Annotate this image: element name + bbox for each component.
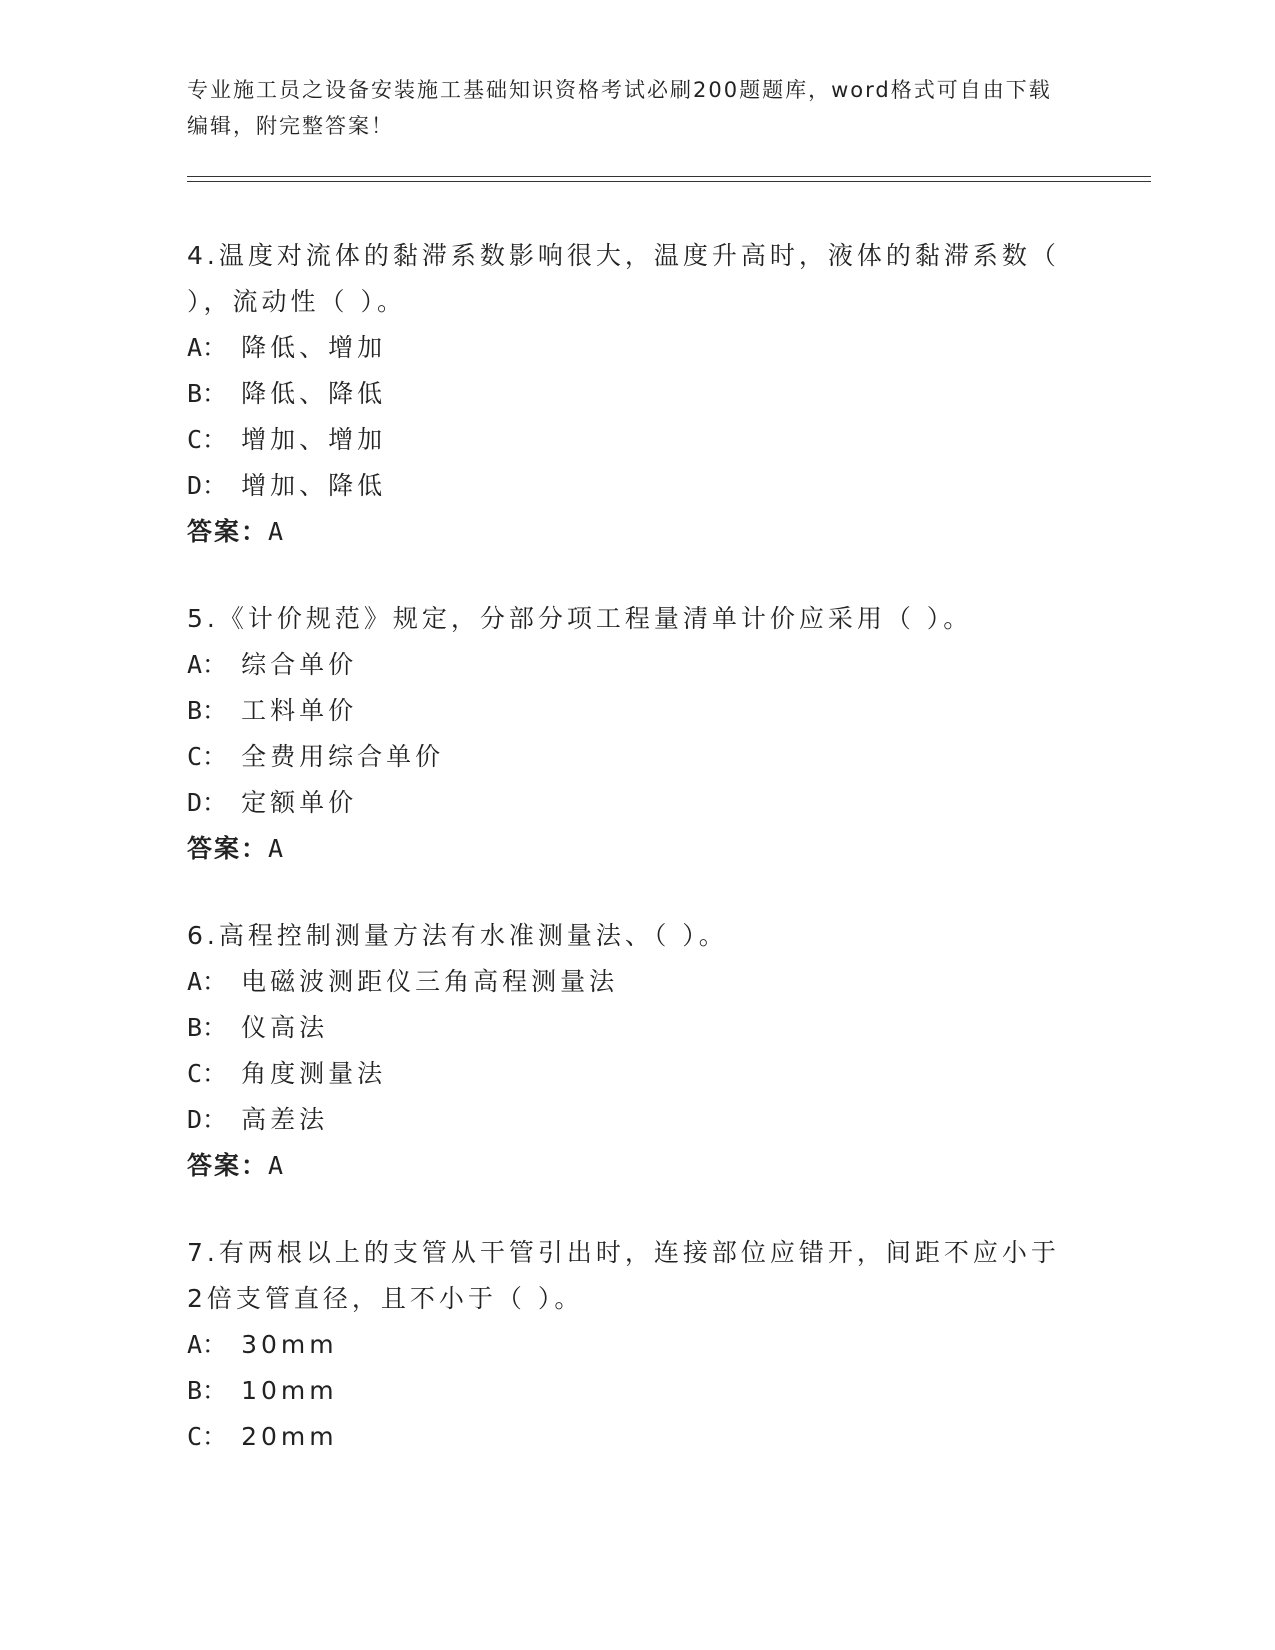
option-key: A： bbox=[187, 1330, 228, 1359]
option-text: 10mm bbox=[241, 1376, 338, 1405]
option-key: B： bbox=[187, 696, 228, 725]
question-stem: 5.《计价规范》规定，分部分项工程量清单计价应采用（ ）。 bbox=[187, 604, 973, 633]
option-c bbox=[187, 734, 1067, 780]
option-c bbox=[187, 417, 1067, 463]
answer-line bbox=[187, 826, 1067, 872]
option-text: 20mm bbox=[241, 1422, 338, 1451]
option-c bbox=[187, 1051, 1067, 1097]
option-key: C： bbox=[187, 1422, 228, 1451]
option-a bbox=[187, 1322, 1067, 1368]
option-d bbox=[187, 780, 1067, 826]
option-b bbox=[187, 1005, 1067, 1051]
option-a bbox=[187, 325, 1067, 371]
option-text: 工料单价 bbox=[241, 696, 358, 725]
question-6 bbox=[187, 913, 1067, 1189]
option-b bbox=[187, 688, 1067, 734]
option-text: 电磁波测距仪三角高程测量法 bbox=[241, 967, 619, 996]
option-key: B： bbox=[187, 379, 228, 408]
option-a bbox=[187, 959, 1067, 1005]
option-d bbox=[187, 1097, 1067, 1143]
option-text: 降低、降低 bbox=[241, 379, 387, 408]
option-text: 高差法 bbox=[241, 1105, 329, 1134]
header-divider-top bbox=[187, 176, 1151, 177]
answer-value: A bbox=[268, 517, 286, 546]
option-key: D： bbox=[187, 471, 228, 500]
option-text: 综合单价 bbox=[241, 650, 358, 679]
option-key: C： bbox=[187, 742, 228, 771]
option-text: 角度测量法 bbox=[241, 1059, 387, 1088]
option-key: A： bbox=[187, 650, 228, 679]
document-header bbox=[187, 72, 1067, 144]
option-text: 定额单价 bbox=[241, 788, 358, 817]
option-text: 仪高法 bbox=[241, 1013, 329, 1042]
answer-value: A bbox=[268, 1151, 286, 1180]
option-text: 增加、降低 bbox=[241, 471, 387, 500]
option-text: 降低、增加 bbox=[241, 333, 387, 362]
answer-label: 答案： bbox=[187, 834, 269, 863]
option-d bbox=[187, 463, 1067, 509]
option-key: D： bbox=[187, 1105, 228, 1134]
question-stem: 4.温度对流体的黏滞系数影响很大，温度升高时，液体的黏滞系数（ ），流动性（ ）。 bbox=[187, 241, 1060, 316]
question-4 bbox=[187, 233, 1067, 555]
header-divider-bottom bbox=[187, 181, 1151, 182]
option-a bbox=[187, 642, 1067, 688]
answer-label: 答案： bbox=[187, 1151, 269, 1180]
option-key: C： bbox=[187, 425, 228, 454]
option-c bbox=[187, 1414, 1067, 1460]
option-key: A： bbox=[187, 333, 228, 362]
document-title: 专业施工员之设备安装施工基础知识资格考试必刷200题题库，word格式可自由下载编辑，附完整答案！ bbox=[187, 78, 1052, 138]
question-stem: 6.高程控制测量方法有水准测量法、（ ）。 bbox=[187, 921, 728, 950]
option-text: 全费用综合单价 bbox=[241, 742, 445, 771]
question-7 bbox=[187, 1230, 1067, 1460]
question-5 bbox=[187, 596, 1067, 872]
answer-label: 答案： bbox=[187, 517, 269, 546]
option-b bbox=[187, 1368, 1067, 1414]
option-b bbox=[187, 371, 1067, 417]
answer-line bbox=[187, 509, 1067, 555]
option-key: D： bbox=[187, 788, 228, 817]
answer-line bbox=[187, 1143, 1067, 1189]
question-stem: 7.有两根以上的支管从干管引出时，连接部位应错开，间距不应小于2倍支管直径，且不小于（ ）。 bbox=[187, 1238, 1060, 1313]
option-key: C： bbox=[187, 1059, 228, 1088]
option-text: 30mm bbox=[241, 1330, 338, 1359]
answer-value: A bbox=[268, 834, 286, 863]
option-key: B： bbox=[187, 1376, 228, 1405]
option-text: 增加、增加 bbox=[241, 425, 387, 454]
option-key: A： bbox=[187, 967, 228, 996]
option-key: B： bbox=[187, 1013, 228, 1042]
